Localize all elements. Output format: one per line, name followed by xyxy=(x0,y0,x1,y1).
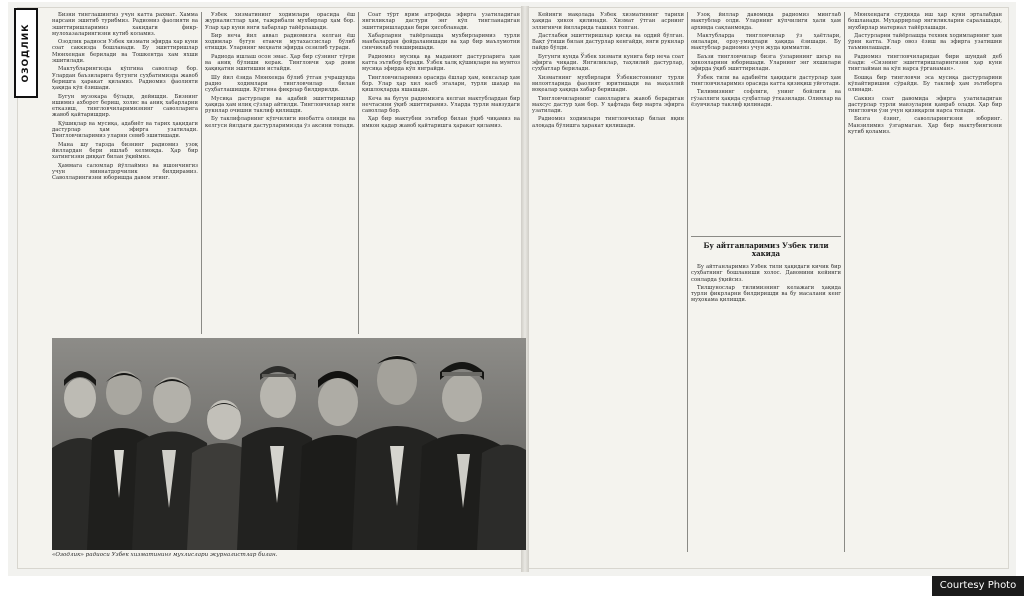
photo-credit: Courtesy Photo xyxy=(932,576,1024,596)
article-column-right-2-top xyxy=(691,12,841,232)
paragraph: Мусиқа дастурлари ва адабий эшиттиришлар ҳақида ҳам илиқ сўзлар айтилди. Тингловчилар янги рукнлар очишни таклиф қилишди. xyxy=(205,95,355,115)
paragraph: Мана шу тарзда бизнинг радиомиз узоқ йиллардан бери ишлаб келмоқда. Ҳар бир хатингизни диққат билан ўқиймиз. xyxy=(52,141,198,161)
paragraph: Хабарларни тайёрлашда мухбирларимиз турли манбалардан фойдаланишади ва ҳар бир маълумотни синчиклаб текширишади. xyxy=(362,32,520,52)
article-column-right-3 xyxy=(848,12,1002,552)
masthead-logo xyxy=(14,8,38,98)
paragraph: Тингловчиларнинг саволларига жавоб берадиган махсус дастур ҳам бор. У ҳафтада бир марта эфирга узатилади. xyxy=(532,95,684,115)
paragraph: Радиомиз ходимлари тингловчилар билан яқин алоқада бўлишга ҳаракат қилишади. xyxy=(532,116,684,129)
paragraph: Бизни тинглашингиз учун катта рахмат. Хамма нарсани эшитиб турибмиз. Радиомиз фаолияти ва эшиттиришларимиз хакидаги фикр-мулохазаларингизни кутиб коламиз. xyxy=(52,12,198,37)
column-rule xyxy=(358,12,359,334)
paragraph: Ҳаммага саломлар йўллаймиз ва ишончингиз учун миннатдорчилик билдирамиз. Саволларингизни юборишда давом этинг. xyxy=(52,162,198,182)
paragraph: Бу айтганларимиз Ўзбек тили ҳақидаги кичик бир суҳбатнинг бошланиши холос. Давомини кейинги сонларда ўқийсиз. xyxy=(691,264,841,283)
column-rule xyxy=(201,12,202,334)
article-column-left-2 xyxy=(205,12,355,334)
paragraph: Ҳар бир мактубни эътибор билан ўқиб чиқамиз ва имкон қадар жавоб қайтаришга ҳаракат қиламиз. xyxy=(362,116,520,129)
paragraph: Узоқ йиллар давомида радиомиз минглаб мактублар олди. Уларнинг кўпчилиги ҳали ҳам архивда сақланмоқда. xyxy=(691,12,841,31)
newspaper-sheet xyxy=(8,2,1016,576)
paragraph: Бошқа бир тингловчи эса мусиқа дастурларини кўпайтиришни сўрайди. Бу таклиф ҳам эътиборга олинади. xyxy=(848,74,1002,94)
paragraph: Дастлабки эшиттиришлар қисқа ва оддий бўлган. Вақт ўтиши билан дастурлар кенгайди, янги рукнлар пайдо бўлди. xyxy=(532,32,684,52)
paragraph: Тингловчиларимиз орасида ёшлар ҳам, кексалар ҳам бор. Улар ҳар хил касб эгалари, турли шаҳар ва қишлоқларда яшашади. xyxy=(362,74,520,94)
column-rule xyxy=(687,12,688,552)
paragraph: Баъзи тингловчилар бизга ўзларининг шеър ва ҳикояларини юборишади. Уларнинг энг яхшилари эфирда ўқиб эшиттирилади. xyxy=(691,53,841,73)
paragraph: Саккиз соат давомида эфирга узатиладиган дастурлар турли мавзуларни қамраб олади. Ҳар бир тингловчи ўзи учун қизиқарли нарса топади. xyxy=(848,95,1002,115)
paragraph: Тилшунослар тилимизнинг келажаги ҳақида турли фикрларни билдиришди ва бу масалани кенг муҳокама қилишди. xyxy=(691,284,841,304)
paragraph: Бир неча йил аввал радиомизга келган ёш ходимлар бугун етакчи мутахассислар бўлиб етишди. Уларнинг меҳнати эфирда сезилиб туради. xyxy=(205,32,355,52)
article-headline: Бу айтганларимиз Узбек тили хакида xyxy=(703,241,829,258)
paragraph: Радиода ишлаш осон эмас. Ҳар бир сўзнинг тўғри ва аниқ бўлиши керак. Тингловчи ҳар доим ҳақиқатни эшитишни истайди. xyxy=(205,53,355,73)
paragraph: Қўшиқлар ва мусиқа, адабиёт ва тарих ҳақидаги дастурлар ҳам эфирга узатилади. Тингловчиларимиз уларни севиб эшитишади. xyxy=(52,120,198,140)
paragraph: Бугун музокара бўлади, дейишди. Бизнинг ишимиз ахборот бериш, холис ва аниқ хабарларни етказиш, тингловчиларимизнинг саволларига жавоб қайтаришдир. xyxy=(52,93,198,119)
paragraph: Тилимизнинг софлиги, унинг бойлиги ва гўзаллиги ҳақида суҳбатлар ўтказилади. Олимлар ва ёзувчилар таклиф қилинади. xyxy=(691,89,841,108)
article-column-right-1 xyxy=(532,12,684,552)
paragraph: Радиомиз тингловчиларидан бири шундай деб ёзади: «Сизнинг эшиттиришларингизни ҳар куни тинглайман ва кўп нарса ўрганаман». xyxy=(848,53,1002,73)
group-photo-image xyxy=(52,338,526,550)
paragraph: Бизга ёзинг, саволларингизни юборинг. Манзилимиз ўзгармаган. Ҳар бир мактубингизни кутиб қоламиз. xyxy=(848,116,1002,136)
group-photo xyxy=(52,338,526,550)
paragraph: Соат тўрт ярим атрофида эфирга узатиладиган янгиликлар дастури энг кўп тингланадиган эшиттиришлардан бири ҳисобланади. xyxy=(362,12,520,31)
paragraph: Мюнхендаги студияда иш ҳар куни эрталабдан бошланади. Муҳаррирлар янгиликларни саралашади, мухбирлар материал тайёрлашади. xyxy=(848,12,1002,31)
paragraph: Мактубларда тингловчилар ўз ҳаётлари, оилалари, орзу-умидлари ҳақида ёзишади. Бу мактублар радиомиз учун жуда қимматли. xyxy=(691,32,841,52)
paragraph: Мактубларингизда кўпгина саволлар бор. Улардан баъзиларига бугунги суҳбатимизда жавоб беришга ҳаракат қиламиз. Радиомиз фаолияти ҳақида кўп ёзишади. xyxy=(52,66,198,92)
photo-caption: «Озодлик» радиоси Узбек хизматининг мухлислари журналистлар билан. xyxy=(52,552,278,558)
paragraph: Хизматнинг мухбирлари Ўзбекистоннинг турли вилоятларида фаолият юритишади ва маҳаллий воқеалар ҳақида хабар беришади. xyxy=(532,74,684,94)
column-rule xyxy=(844,12,845,552)
article-column-right-2 xyxy=(691,264,841,552)
article-column-left-1 xyxy=(52,12,198,334)
masthead-logo-text: ОЗОДЛИК xyxy=(21,23,31,83)
paragraph: Ўзбек тили ва адабиёти ҳақидаги дастурлар ҳам тингловчиларимиз орасида катта қизиқиш уйғотади. xyxy=(691,74,841,87)
article-column-left-3 xyxy=(362,12,520,334)
paragraph: Бугунги кунда Ўзбек хизмати кунига бир неча соат эфирга чиқади. Янгиликлар, таҳлилий дастурлар, суҳбатлар берилади. xyxy=(532,53,684,73)
paragraph: Озодлик радиоси Узбек хизмати эфирда хар куни соат саккизда бошланади. Бу эшиттиришлар Мюнхендан берилади ва Тошкентда хам яхши эшитилади. xyxy=(52,39,198,65)
section-rule xyxy=(691,236,841,237)
paragraph: Радиомиз мусиқа ва маданият дастурларига ҳам катта эътибор беради. Ўзбек халқ қўшиқлари ва мумтоз мусиқа эфирда кўп янграйди. xyxy=(362,53,520,73)
paragraph: Кеча ва бугун радиомизга келган мактублардан бир нечтасини ўқиб эшиттирамиз. Уларда турли мавзудаги саволлар бор. xyxy=(362,95,520,115)
paragraph: Бу таклифларнинг кўпчилиги инобатга олинди ва келгуси йилдаги дастурларимизда ўз аксини топади. xyxy=(205,116,355,129)
paragraph: Дастурларни тайёрлашда техник ходимларнинг ҳам ўрни катта. Улар овоз ёзиш ва эфирга узатишни таъминлашади. xyxy=(848,32,1002,52)
paragraph: Кейинги мақолада Ўзбек хизматининг тарихи ҳақида ҳикоя қилинади. Хизмат ўтган асрнинг эллигинчи йилларида ташкил топган. xyxy=(532,12,684,31)
paragraph: Ўзбек хизматининг ходимлари орасида ёш журналистлар ҳам, тажрибали мухбирлар ҳам бор. Улар ҳар куни янги хабарлар тайёрлашади. xyxy=(205,12,355,31)
paragraph: Шу йил ёзида Мюнхенда бўлиб ўтган учрашувда радио ходимлари тингловчилар билан суҳбатлашишди. Кўпгина фикрлар билдирилди. xyxy=(205,74,355,94)
